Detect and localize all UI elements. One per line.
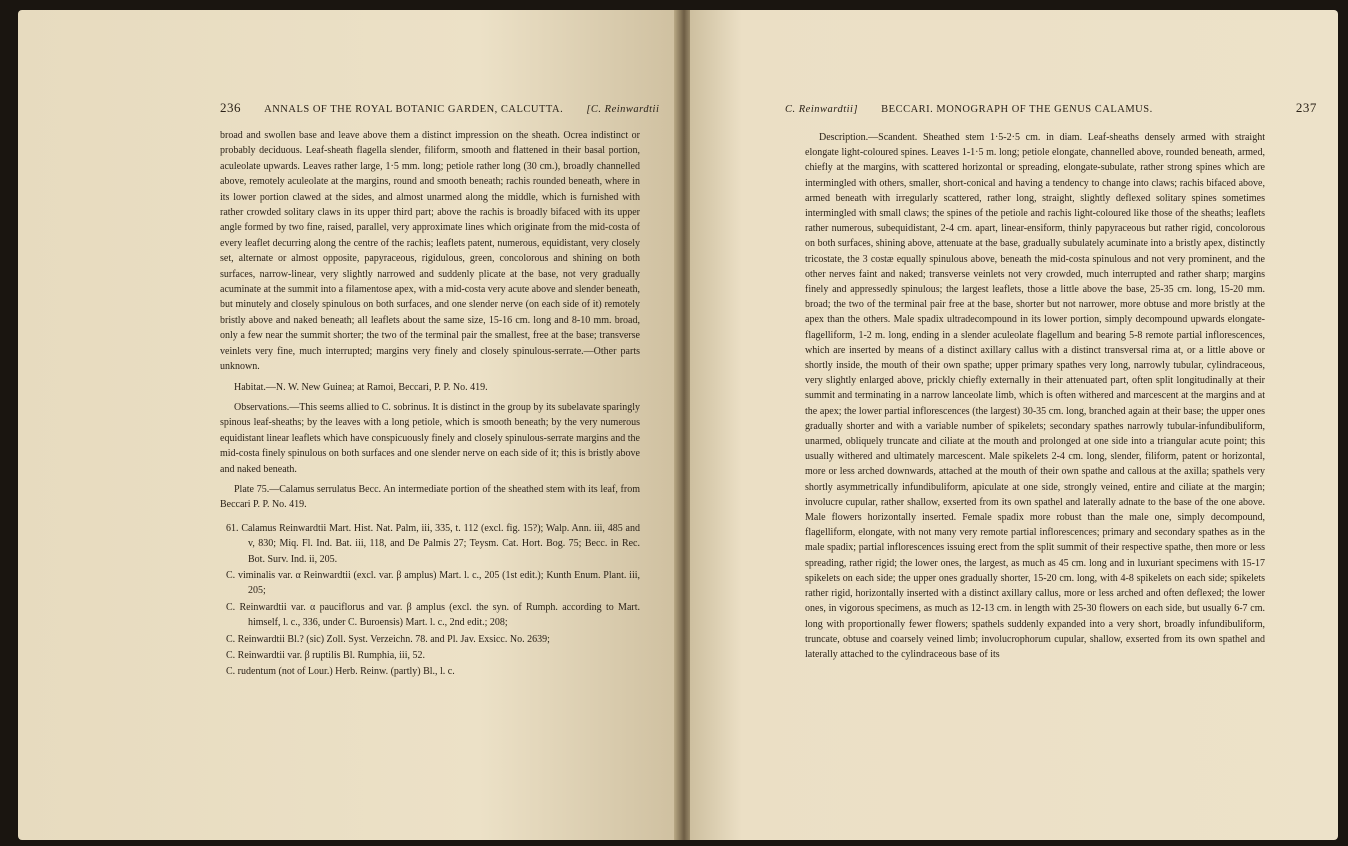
- synonym-entry: 61. Calamus Reinwardtii Mart. Hist. Nat. Palm, iii, 335, t. 112 (excl. fig. 15?); Walp. Ann. iii, 485 and v, 830; Miq. Fl. Ind. Bat. iii, 118, and De Palmis 27; Teysm. Cat. Hort. Bog. 75; Becc. in Rec. Bot. Surv. Ind. ii, 205.: [226, 522, 640, 565]
- left-species-tag: [C. Reinwardtii: [586, 104, 660, 115]
- synonym-entry: C. Reinwardtii var. α pauciflorus and var. β amplus (excl. the syn. of Rumph. according to Mart. himself, l. c., 336, under C. Buroensis) Mart. l. c., 2nd edit.; 208;: [226, 601, 640, 629]
- right-page-text: [805, 130, 1265, 667]
- left-page-text: [220, 128, 640, 681]
- right-running-head: BECCARI. MONOGRAPH OF THE GENUS CALAMUS.: [881, 104, 1153, 115]
- left-page-number: 236: [220, 100, 241, 115]
- synonym-entry: C. rudentum (not of Lour.) Herb. Reinw. (partly) Bl., l. c.: [226, 666, 455, 678]
- synonym-entry: C. Reinwardtii var. β ruptilis Bl. Rumphia, iii, 52.: [226, 650, 425, 661]
- right-species-tag: C. Reinwardtii]: [785, 104, 859, 115]
- synonym-entry: C. Reinwardtii Bl.? (sic) Zoll. Syst. Verzeichn. 78. and Pl. Jav. Exsicc. No. 2639;: [226, 633, 550, 645]
- synonym-entry: C. viminalis var. α Reinwardtii (excl. var. β amplus) Mart. l. c., 205 (1st edit.); Kunth Enum. Plant. iii, 205;: [226, 569, 640, 597]
- right-page: [690, 10, 1338, 840]
- left-running-head: ANNALS OF THE ROYAL BOTANIC GARDEN, CALCUTTA.: [264, 104, 564, 115]
- paragraph: Habitat.—N. W. New Guinea; at Ramoi, Beccari, P. P. No. 419.: [234, 381, 488, 393]
- left-page-header: [220, 100, 659, 116]
- left-page: [18, 10, 678, 840]
- paragraph: Plate 75.—Calamus serrulatus Becc. An intermediate portion of the sheathed stem with its leaf, from Beccari P. P. No. 419.: [220, 483, 640, 511]
- right-page-number: 237: [1295, 100, 1317, 115]
- paragraph: Description.—Scandent. Sheathed stem 1·5-2·5 cm. in diam. Leaf-sheaths densely armed with straight elongate light-coloured spines. Leaves 1-1·5 m. long; petiole elongate, channelled above, rounded beneath, armed, chiefly at the margins, with scattered horizontal or spreading, elongate-subulate, rather strong spines which are intermingled with others, smaller, short-conical and having a tendency to change into claws; rachis bifaced above, armed beneath with irregularly scattered, rather long, straight, slightly deflexed solitary spines sometimes intermingled with small claws; the spines of the petiole and rachis light-coloured like those of the sheaths; leaflets rather numerous, subequidistant, 2-4 cm. apart, linear-ensiform, thinly papyraceous but rather rigid, concolorous on both surfaces, shining above, attenuate at the base, gradually subulately acuminate into a bristly apex, distinctly tricostate, the 3 costæ equally spinulous above, beneath the mid-costa spinulous and not very prominent, and the other nerves faint and naked; transverse veinlets not very crowded, much interrupted and rather sharp; margins finely and appressedly spinulous; the largest leaflets, those a little above the base, 25-35 cm. long, 15-20 mm. broad; the two of the terminal pair free at the base, shorter but not narrower, more obtuse and more bristly at the apex than the others. Male spadix ultradecompound in its lower portion, simply decompound upwards elongate-flagelliform, 1-2 m. long, ending in a slender aculeolate flagellum and bearing 5-8 remote partial inflorescences, which are inserted by means of a distinct axillary callus with a distinct transversal rima at, or a little above or shortly inside, the mouth of their own spathe; upper primary spathes very long, narrowly tubular, cylindraceous, very slightly enlarged above, prickly chiefly externally in their attenuated part, often split longitudinally at their summit and terminating in a narrow lanceolate limb, which is often withered and marcescent at the margins and at the apex; the lower partial inflorescences (the largest) 30-35 cm. long, branched again at their base; the upper ones gradually shorter and with a variable number of spikelets; secondary spathes narrowly tubular-infundibuliform, unarmed, obliquely truncate and ciliate at the mouth and prolonged at one side into a triangular acute point; this usually withered and ultimately marcescent. Male spikelets 2-4 cm. long, slender, filiform, patent or horizontal, more or less arched downwards, attached at the mouth of their own spathe and callous at the axilla; spathels very shortly asymmetrically infundibuliform, apiculate at one side, strongly veined, entire and ciliate at the margin; involucre cupular, rather shallow, exserted from its own spathel and laterally adnate to the base of the one above. Male flowers horizontally inserted. Female spadix more robust than the male one, simply decompound, flagelliform, elongate, with not many very remote partial inflorescences; primary and secondary spathes as in the male spadix; partial inflorescences issuing erect from the split summit of their respective spathe, then more or less spreading, rather rigid; the lower ones, the largest, as much as 45 cm. long and in luxuriant specimens with 15-17 spikelets on each side; the upper ones gradually shorter, 15-20 cm. long, with 4-8 spikelets on each side; spikelets rather rigid, horizontally inserted with a distinct axillary callus, more or less arched and often deflexed; the lower ones, in vigorous specimens, as much as 12-13 cm. in length with 25-30 flowers on each side, but usually 6-7 cm. long with proportionally fewer flowers; spathels suddenly expanded into a very short, broadly infundibuliform, truncate, obtuse and coarsely veined limb; involucrophorum cupular, shallow, exserted from its own spathel and laterally attached to the cylindraceous base of its: [805, 132, 1265, 660]
- right-page-header: [785, 100, 1317, 116]
- paragraph: Observations.—This seems allied to C. sobrinus. It is distinct in the group by its subelavate sparingly spinous leaf-sheaths; by the leaves with a long petiole, which is smooth beneath; by the very numerous equidistant linear leaflets which have conspicuously finely and closely spinulous-serrate margins and the mid-costa finely spinulous on both surfaces and one slender nerve on each side of it; this is bristly above and naked beneath.: [220, 401, 640, 475]
- open-book: [18, 10, 1338, 840]
- paragraph: broad and swollen base and leave above them a distinct impression on the sheath. Ocrea indistinct or probably deciduous. Leaf-sheath flagella slender, filiform, smooth and flattened in their basal portion, aculeolate upwards. Leaves rather large, 1·5 mm. long; petiole rather long (30 cm.), broadly channelled above, remotely aculeolate at the margins, round and smooth beneath; rachis rounded beneath, where in its lower portion clawed at the sides, and almost unarmed along the middle, which is furnished with rather crowded solitary claws in its upper third part; above the rachis is broadly bifaced with its upper angle formed by two fine, raised, parallel, very approximate lines which originate from the mid-costa of every leaflet decurring along the centre of the rachis; leaflets patent, numerous, equidistant, very closely set, alternate or almost opposite, papyraceous, rigidulous, green, concolorous and shining on both surfaces, narrow-linear, very slightly narrowed and suddenly plicate at the base, not very gradually acuminate at the summit into a filamentose apex, with a mid-costa very acute above and slender beneath, but minutely and closely spinulous on both surfaces, and one slender nerve (on each side of it) remotely bristly above and naked beneath; all leaflets about the same size, 15-16 cm. long and 8-10 mm. broad, only a few near the summit shorter; the two of the terminal pair the smallest, free at the base; transverse veinlets very fine, much interrupted; margins very finely and closely spinulous-serrate.—Other parts unknown.: [220, 130, 640, 373]
